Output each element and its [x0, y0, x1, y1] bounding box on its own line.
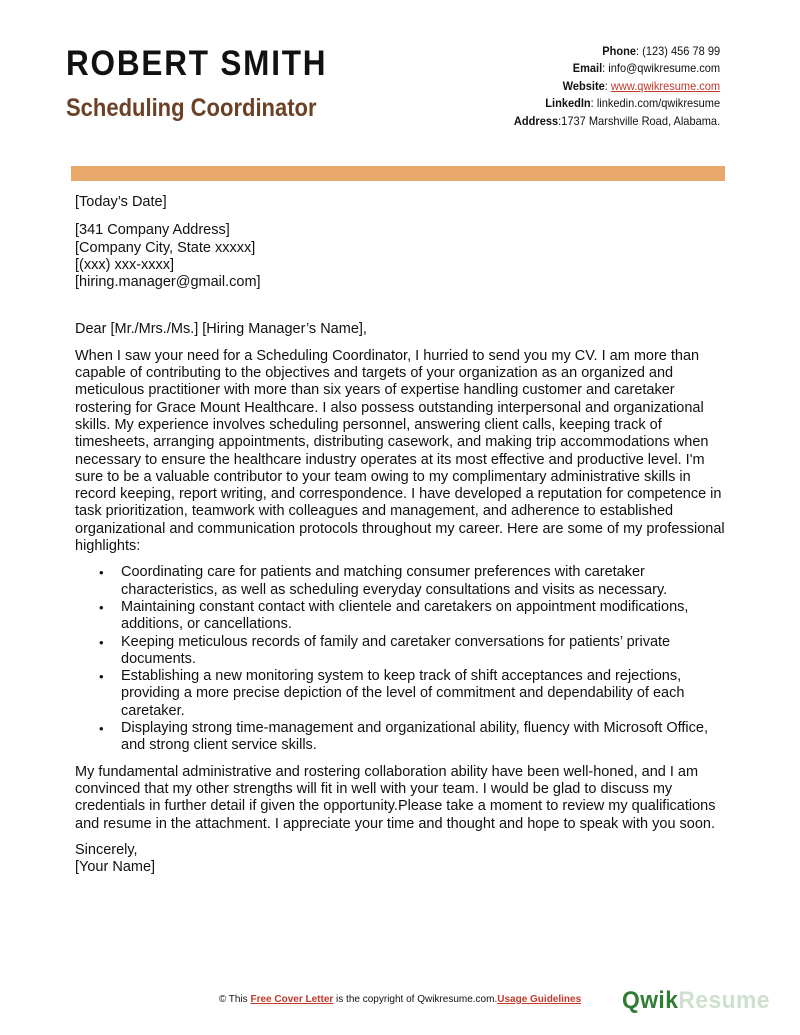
signature: [Your Name]: [75, 859, 156, 876]
address-line: [341 Company Address]: [75, 222, 230, 239]
list-item: • Maintaining constant contact with clientele and caretakers on appointment modifications, additions, or cancellations.: [121, 599, 725, 634]
contact-linkedin: [514, 95, 720, 112]
website-separator: :: [604, 78, 611, 93]
footer-middle: is the copyright of Qwikresume.com.: [333, 994, 498, 1005]
footer-prefix: © This: [218, 994, 251, 1005]
list-item: • Coordinating care for patients and matching consumer preferences with caretaker characteristics, as well as scheduling everyday consultations and visits as necessary.: [121, 564, 725, 599]
email-value: : info@qwikresume.com: [602, 61, 720, 76]
usage-guidelines-link[interactable]: Usage Guidelines: [497, 994, 582, 1005]
job-title: Scheduling Coordinator: [66, 94, 317, 122]
contact-website: [514, 78, 720, 95]
website-label: Website: [562, 78, 605, 93]
intro-paragraph: When I saw your need for a Scheduling Coordinator, I hurried to send you my CV. I am more than capable of contributing to the objectives and targets of your organization as an organized and meticulous practitioner with more than six years of expertise handling customer and caretaker rostering for Grace Mount Healthcare. I also possess outstanding interpersonal and organizational skills. My experience involves scheduling personnel, answering client calls, keeping track of timesheets, arranging appointments, distributing casework, and making trip accommodations when necessary to ensure the healthcare industry operates at its most effective and productive level. I'm sure to be a valuable contributor to your team owing to my complimentary administrative skills in record keeping, report writing, and correspondence. I have developed a reputation for competence in task prioritization, teamwork with colleagues and management, and adherence to established organizational and communication protocols throughout my career. Here are some of my professional highlights:: [75, 347, 725, 555]
linkedin-value: : linkedin.com/qwikresume: [590, 96, 720, 111]
contact-block: [496, 43, 720, 130]
contact-email: [514, 60, 720, 77]
highlights-list: [75, 564, 725, 754]
closing-paragraph: My fundamental administrative and rostering collaboration ability have been well-honed, and I am convinced that my other strengths will fit in well with your team. I would be glad to discuss my credentials in further detail if given the opportunity.Please take a moment to review my qualifications and resume in the attachment. I appreciate your time and thought and hope to speak with you soon.: [75, 763, 716, 832]
sign-off: Sincerely,: [75, 841, 138, 858]
logo-part-resume: Resume: [678, 987, 770, 1014]
letter-body: [75, 194, 725, 876]
phone-value: : (123) 456 78 99: [635, 44, 720, 58]
letter-date: [Today’s Date]: [75, 194, 167, 210]
address-line: [(xxx) xxx-xxxx]: [75, 256, 175, 273]
list-item: • Keeping meticulous records of family and caretaker conversations for patients’ private documents.: [121, 634, 725, 669]
salutation: Dear [Mr./Mrs./Ms.] [Hiring Manager’s Name],: [75, 321, 367, 338]
email-label: Email: [572, 61, 603, 76]
address-value: :1737 Marshville Road, Alabama.: [557, 113, 720, 128]
free-cover-letter-link[interactable]: Free Cover Letter: [250, 994, 334, 1005]
accent-divider: [71, 166, 725, 181]
list-item: • Establishing a new monitoring system to keep track of shift acceptances and rejections, providing a more precise depiction of the level of commitment and dependability of each caretaker.: [121, 668, 725, 720]
contact-phone: [514, 43, 720, 60]
address-line: [Company City, State xxxxx]: [75, 239, 256, 256]
address-label: Address: [513, 113, 558, 128]
logo-part-qwik: Qwik: [622, 987, 679, 1014]
linkedin-label: LinkedIn: [545, 96, 591, 111]
phone-label: Phone: [602, 44, 636, 58]
applicant-name: ROBERT SMITH: [66, 44, 328, 83]
qwikresume-logo: [622, 987, 770, 1015]
website-link[interactable]: www.qwikresume.com: [610, 78, 720, 93]
address-line: [hiring.manager@gmail.com]: [75, 274, 261, 291]
recipient-address: [75, 222, 725, 291]
list-item: • Displaying strong time-management and organizational ability, fluency with Microsoft Office, and strong client service skills.: [121, 720, 725, 755]
contact-address: [514, 113, 720, 130]
